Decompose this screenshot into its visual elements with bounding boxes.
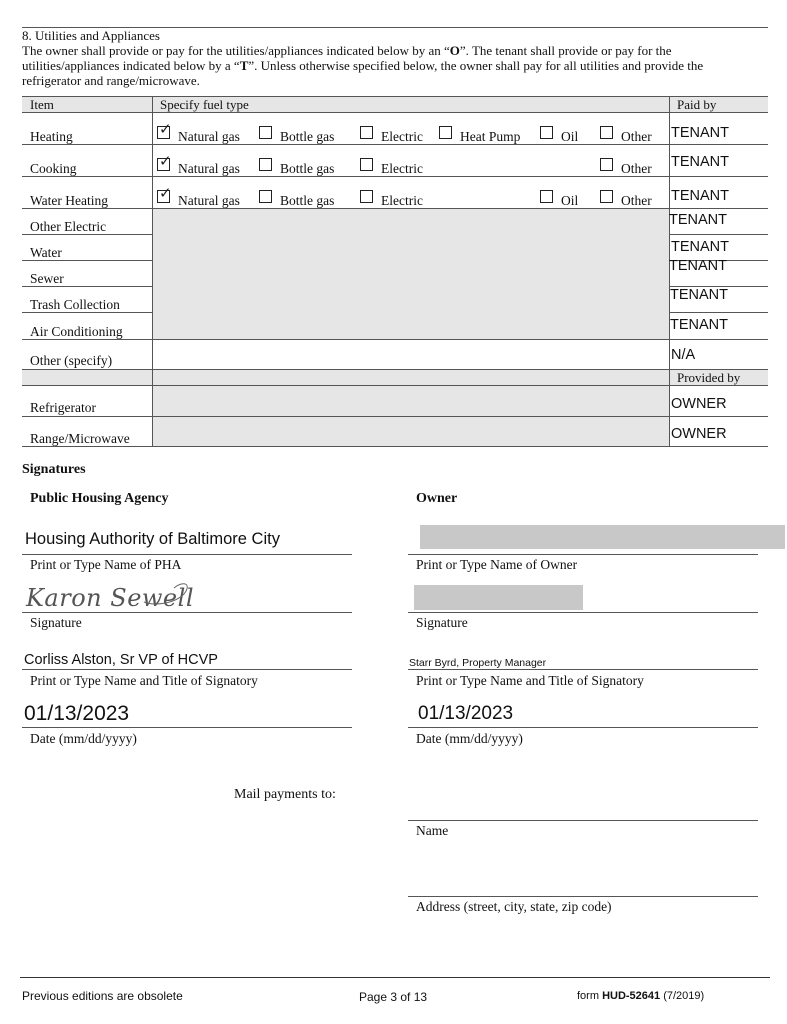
table-rule xyxy=(22,369,768,370)
provided-by-header xyxy=(22,369,768,385)
footer-left: Previous editions are obsolete xyxy=(22,989,183,1003)
option-label: Bottle gas xyxy=(280,129,335,144)
pha-name-field[interactable]: Housing Authority of Baltimore City xyxy=(25,530,280,548)
cooking-bottle-gas-checkbox[interactable] xyxy=(259,158,272,171)
owner-signature-caption: Signature xyxy=(416,615,468,630)
pha-signature[interactable] xyxy=(24,578,194,614)
check-icon: ✓ xyxy=(159,152,172,170)
option-label: Other xyxy=(621,193,652,208)
mail-payments-label: Mail payments to: xyxy=(234,787,336,802)
option-label: Natural gas xyxy=(178,193,240,208)
option-label: Natural gas xyxy=(178,161,240,176)
owner-signature-redaction xyxy=(414,585,583,610)
paid-by-other-electric[interactable]: TENANT xyxy=(669,212,727,228)
intro-text: ”. Unless otherwise specified below, the owner shall pay for all utilities and provide the xyxy=(248,58,704,73)
section-title: 8. Utilities and Appliances xyxy=(22,28,160,43)
pha-signatory-caption: Print or Type Name and Title of Signatory xyxy=(30,673,258,688)
heating-electric-checkbox[interactable] xyxy=(360,126,373,139)
provided-by-refrigerator[interactable]: OWNER xyxy=(671,396,727,412)
pha-signature-rule xyxy=(22,612,352,613)
water-heating-electric-checkbox[interactable] xyxy=(360,190,373,203)
item-range-microwave: Range/Microwave xyxy=(30,431,130,446)
utilities-table xyxy=(0,0,787,460)
owner-name-caption: Print or Type Name of Owner xyxy=(416,557,578,572)
option-label: Electric xyxy=(381,161,423,176)
heating-natural-gas-checkbox[interactable] xyxy=(157,120,172,139)
water-heating-natural-gas-checkbox[interactable] xyxy=(157,184,172,203)
cooking-electric-checkbox[interactable] xyxy=(360,158,373,171)
heating-heat-pump-checkbox[interactable] xyxy=(439,126,452,139)
footer-form-date: (7/2019) xyxy=(660,990,705,1002)
paid-by-heating[interactable]: TENANT xyxy=(671,125,729,141)
item-trash-collection: Trash Collection xyxy=(30,297,120,312)
option-label: Other xyxy=(621,129,652,144)
owner-date-field[interactable]: 01/13/2023 xyxy=(418,703,514,724)
pha-date-field[interactable]: 01/13/2023 xyxy=(24,702,130,725)
water-heating-other-checkbox[interactable] xyxy=(600,190,613,203)
owner-signatory-field[interactable]: Starr Byrd, Property Manager xyxy=(409,657,547,669)
owner-signature-rule xyxy=(408,612,758,613)
item-heating: Heating xyxy=(30,129,73,144)
paid-by-other-specify[interactable]: N/A xyxy=(671,347,696,363)
pha-signature-caption: Signature xyxy=(30,615,82,630)
footer-rule xyxy=(20,977,770,978)
header-paid-by: Paid by xyxy=(677,97,717,112)
table-rule xyxy=(22,416,768,417)
check-icon: ✓ xyxy=(159,120,172,138)
option-label: Natural gas xyxy=(178,129,240,144)
heating-bottle-gas-checkbox[interactable] xyxy=(259,126,272,139)
table-rule xyxy=(22,446,768,447)
owner-name-rule xyxy=(408,554,758,555)
table-rule xyxy=(22,385,768,386)
pha-name-caption: Print or Type Name of PHA xyxy=(30,557,182,572)
header-fuel-type: Specify fuel type xyxy=(160,97,249,112)
table-rule xyxy=(22,112,768,113)
mail-name-rule xyxy=(408,820,758,821)
pha-signatory-field[interactable]: Corliss Alston, Sr VP of HCVP xyxy=(24,652,218,668)
item-other-electric: Other Electric xyxy=(30,219,107,234)
signature-text: Karon Sewell xyxy=(26,584,194,612)
mail-name-caption: Name xyxy=(416,823,449,838)
paid-by-trash-collection[interactable]: TENANT xyxy=(670,287,728,303)
item-air-conditioning: Air Conditioning xyxy=(30,324,123,339)
pha-heading: Public Housing Agency xyxy=(30,491,169,506)
owner-heading: Owner xyxy=(416,491,458,506)
intro-line-3: refrigerator and range/microwave. xyxy=(22,73,200,88)
intro-text: ”. The tenant shall provide or pay for the xyxy=(459,43,672,58)
option-label: Electric xyxy=(381,193,423,208)
cooking-natural-gas-checkbox[interactable] xyxy=(157,152,172,171)
mail-address-caption: Address (street, city, state, zip code) xyxy=(416,899,612,914)
item-cooking: Cooking xyxy=(30,161,77,176)
paid-by-air-conditioning[interactable]: TENANT xyxy=(670,317,728,333)
header-item: Item xyxy=(30,97,54,112)
footer-form-prefix: form xyxy=(577,990,603,1002)
owner-date-rule xyxy=(408,727,758,728)
paid-by-sewer[interactable]: TENANT xyxy=(669,258,727,274)
option-label: Oil xyxy=(561,129,579,144)
intro-text: The owner shall provide or pay for the utilities/appliances indicated below by an “ xyxy=(22,43,450,58)
paid-by-water-heating[interactable]: TENANT xyxy=(671,188,729,204)
item-sewer: Sewer xyxy=(30,271,64,286)
water-heating-bottle-gas-checkbox[interactable] xyxy=(259,190,272,203)
fuel-gray-area xyxy=(152,208,670,339)
item-refrigerator: Refrigerator xyxy=(30,400,96,415)
signatures-heading: Signatures xyxy=(22,462,86,477)
item-other-specify: Other (specify) xyxy=(30,353,113,368)
option-label: Heat Pump xyxy=(460,129,521,144)
owner-signatory-caption: Print or Type Name and Title of Signatory xyxy=(416,673,644,688)
pha-date-caption: Date (mm/dd/yyyy) xyxy=(30,731,137,746)
tenant-code: T xyxy=(239,58,249,73)
footer-form-number: HUD-52641 xyxy=(602,990,661,1002)
pha-name-rule xyxy=(22,554,352,555)
option-label: Electric xyxy=(381,129,423,144)
check-icon: ✓ xyxy=(159,184,172,202)
option-label: Bottle gas xyxy=(280,193,335,208)
table-rule xyxy=(22,339,768,340)
intro-text: utilities/appliances indicated below by a “ xyxy=(22,58,240,73)
item-water-heating: Water Heating xyxy=(30,193,109,208)
provided-by-range-microwave[interactable]: OWNER xyxy=(671,426,727,442)
signature-image xyxy=(24,578,194,614)
pha-signatory-rule xyxy=(22,669,352,670)
table-rule xyxy=(670,234,768,235)
table-col-rule xyxy=(152,96,153,446)
footer-page-number: Page 3 of 13 xyxy=(359,990,428,1004)
option-label: Bottle gas xyxy=(280,161,335,176)
water-heating-oil-checkbox[interactable] xyxy=(540,190,553,203)
paid-by-water[interactable]: TENANT xyxy=(671,239,729,255)
header-provided-by: Provided by xyxy=(677,370,741,385)
owner-name-redaction xyxy=(420,525,785,549)
mail-address-rule xyxy=(408,896,758,897)
owner-code: O xyxy=(449,43,460,58)
heating-oil-checkbox[interactable] xyxy=(540,126,553,139)
option-label: Other xyxy=(621,161,652,176)
paid-by-cooking[interactable]: TENANT xyxy=(671,154,729,170)
owner-date-caption: Date (mm/dd/yyyy) xyxy=(416,731,523,746)
table-header xyxy=(22,96,768,112)
owner-signatory-rule xyxy=(408,669,758,670)
item-water: Water xyxy=(30,245,62,260)
table-rule xyxy=(670,312,768,313)
footer-form-id xyxy=(577,990,704,1002)
pha-date-rule xyxy=(22,727,352,728)
cooking-other-checkbox[interactable] xyxy=(600,158,613,171)
heating-other-checkbox[interactable] xyxy=(600,126,613,139)
option-label: Oil xyxy=(561,193,579,208)
table-rule xyxy=(22,96,768,97)
